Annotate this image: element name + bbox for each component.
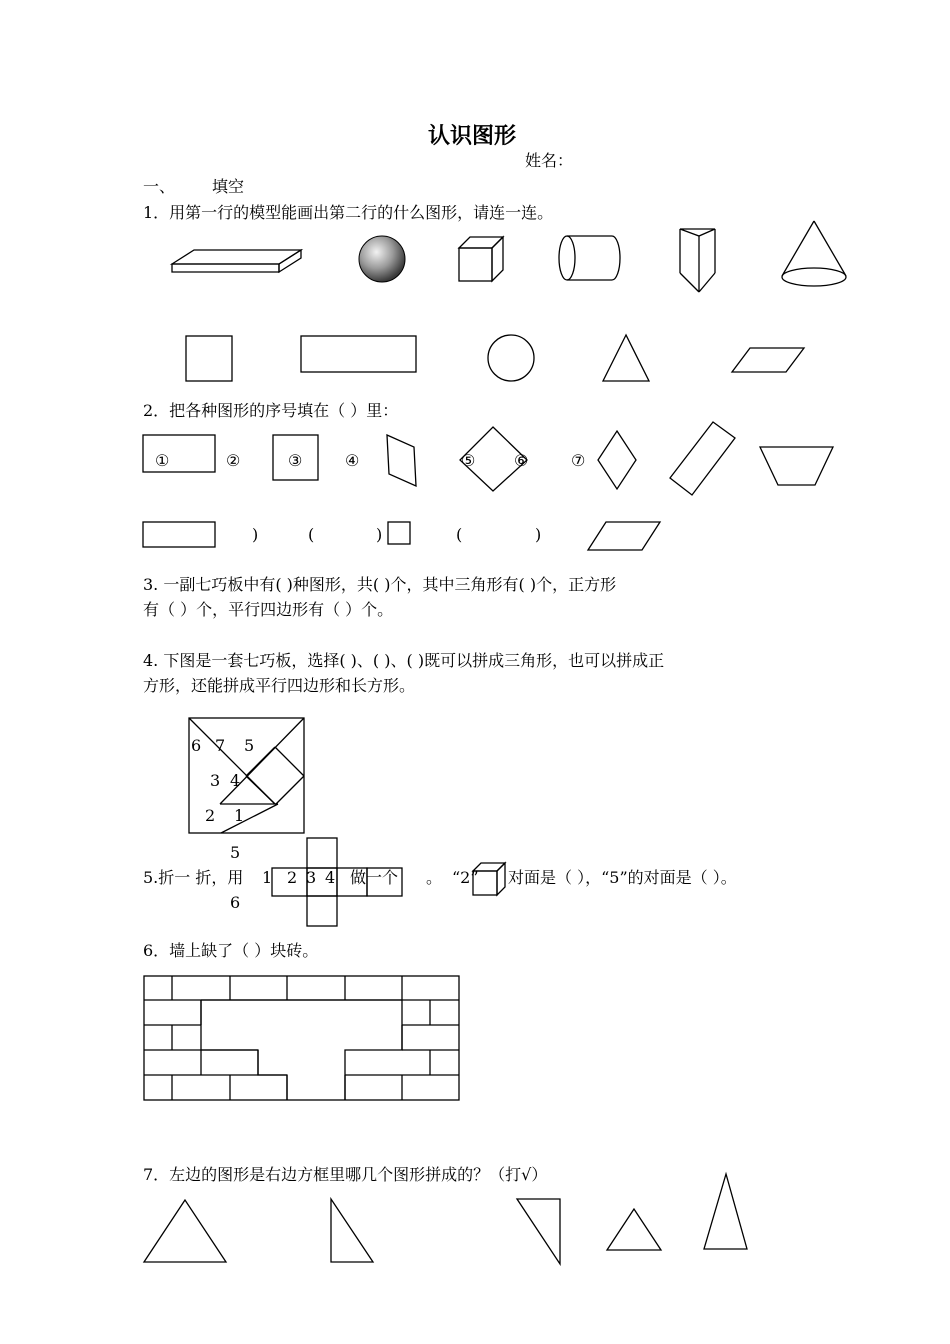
q2-label-7: ⑦	[571, 451, 586, 470]
q2-label-6: ⑥	[514, 451, 529, 470]
tangram-piece-label: 4	[230, 771, 241, 790]
q2-label-2: ②	[226, 451, 241, 470]
tangram-piece-label: 7	[215, 736, 226, 755]
tangram-piece-label: 6	[191, 736, 202, 755]
cube-net-label: 4	[325, 868, 336, 887]
q2-label-3: ③	[288, 451, 303, 470]
page-title: 认识图形	[428, 123, 517, 149]
tangram-piece-label: 2	[205, 806, 216, 825]
tangram-piece-label: 5	[244, 736, 255, 755]
q2-answer-paren: )	[535, 525, 542, 544]
q2-label-4: ④	[345, 451, 360, 470]
question-5-quote: “2”	[452, 868, 479, 887]
cube-net-label: 2	[287, 868, 298, 887]
q2-answer-paren: )	[252, 525, 259, 544]
name-label: 姓名：	[525, 151, 574, 170]
question-3-line-1: 3. 一副七巧板中有( )种图形，共( )个，其中三角形有( )个，正方形	[143, 575, 617, 594]
q2-label-1: ①	[155, 451, 170, 470]
question-5-suffix: 对面是（ ），“5”的对面是（ ）。	[508, 868, 737, 887]
cube-net-label: 3	[306, 868, 317, 887]
cube-net-label: 1	[262, 868, 273, 887]
q2-answer-paren: (	[456, 525, 463, 544]
tangram-piece-label: 3	[210, 771, 221, 790]
q2-answer-paren: )	[376, 525, 383, 544]
question-5-mid: 做一个	[350, 868, 399, 887]
tangram-piece-label: 1	[234, 806, 245, 825]
q2-label-5: ⑤	[461, 451, 476, 470]
question-5-dot: 。	[426, 868, 443, 887]
section-label: 填空	[212, 177, 245, 196]
cube-net-label-bottom: 6	[230, 893, 241, 912]
question-3-line-2: 有（ ）个，平行四边形有（ ）个。	[143, 600, 394, 619]
question-5-prefix: 5.折一 折，用	[143, 868, 244, 887]
cube-net-label-top: 5	[230, 843, 241, 862]
section-number: 一、	[143, 177, 176, 196]
question-2-text: 2．把各种图形的序号填在（ ）里：	[143, 401, 399, 420]
question-7-text: 7．左边的图形是右边方框里哪几个图形拼成的？（打√）	[143, 1165, 548, 1184]
question-4-line-1: 4. 下图是一套七巧板，选择( )、( )、( )既可以拼成三角形，也可以拼成正	[143, 651, 665, 670]
q2-answer-paren: (	[308, 525, 315, 544]
question-6-text: 6．墙上缺了（ ）块砖。	[143, 941, 319, 960]
question-1-text: 1．用第一行的模型能画出第二行的什么图形，请连一连。	[143, 203, 554, 222]
question-4-line-2: 方形，还能拼成平行四边形和长方形。	[143, 676, 416, 695]
